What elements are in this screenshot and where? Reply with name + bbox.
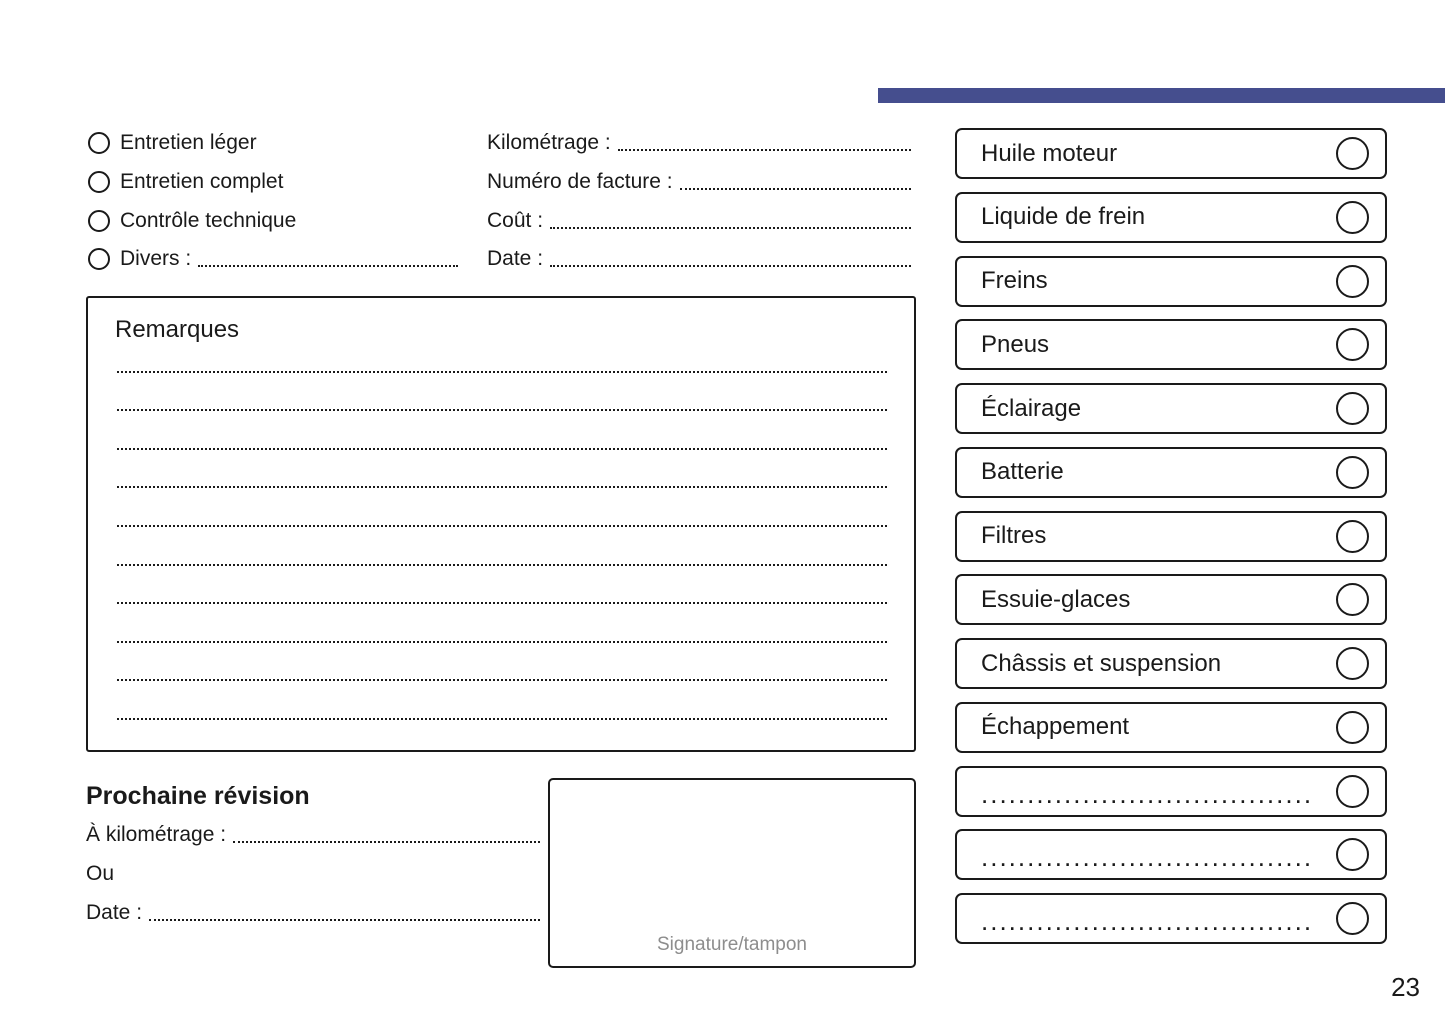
radio-icon[interactable] bbox=[88, 210, 110, 232]
signature-label: Signature/tampon bbox=[657, 934, 807, 955]
kilometrage-fill-line[interactable] bbox=[618, 149, 911, 151]
checklist-item-label: Freins bbox=[981, 267, 1048, 294]
field-kilometrage bbox=[487, 124, 911, 163]
remarks-line[interactable] bbox=[117, 450, 887, 489]
remarks-line[interactable] bbox=[117, 373, 887, 412]
check-circle-icon[interactable] bbox=[1336, 902, 1369, 935]
check-circle-icon[interactable] bbox=[1336, 711, 1369, 744]
checklist-item-blank-label[interactable]: .................................... bbox=[981, 842, 1314, 873]
numero-facture-fill-line[interactable] bbox=[680, 188, 911, 190]
field-label: Coût : bbox=[487, 208, 544, 232]
checklist-item-chassis-et-suspension bbox=[955, 638, 1387, 689]
checklist-item-pneus bbox=[955, 319, 1387, 370]
next-service-section bbox=[86, 776, 540, 932]
checklist-item-huile-moteur bbox=[955, 128, 1387, 179]
radio-icon[interactable] bbox=[88, 248, 110, 270]
check-circle-icon[interactable] bbox=[1336, 201, 1369, 234]
date-fill-line[interactable] bbox=[550, 265, 911, 267]
checklist-item-filtres bbox=[955, 511, 1387, 562]
cout-fill-line[interactable] bbox=[550, 227, 911, 229]
checklist-item-label: Châssis et suspension bbox=[981, 649, 1222, 677]
check-circle-icon[interactable] bbox=[1336, 265, 1369, 298]
radio-icon[interactable] bbox=[88, 132, 110, 154]
service-option-label: Contrôle technique bbox=[120, 208, 297, 232]
checklist-item-label: Essuie-glaces bbox=[981, 585, 1131, 613]
service-option-label: Entretien léger bbox=[120, 131, 257, 155]
checklist-item-liquide-de-frein bbox=[955, 192, 1387, 243]
checklist-item-echappement bbox=[955, 702, 1387, 753]
remarks-line[interactable] bbox=[117, 604, 887, 643]
remarks-title: Remarques bbox=[115, 316, 240, 343]
accent-bar bbox=[878, 88, 1445, 103]
service-option-controle-technique bbox=[88, 201, 458, 240]
service-type-options bbox=[88, 124, 458, 279]
field-label: Date : bbox=[487, 247, 544, 271]
check-circle-icon[interactable] bbox=[1336, 456, 1369, 489]
remarks-line[interactable] bbox=[117, 681, 887, 720]
remarks-line[interactable] bbox=[117, 566, 887, 605]
checklist-item-blank-label[interactable]: .................................... bbox=[981, 906, 1314, 936]
field-label: Numéro de facture : bbox=[487, 170, 673, 194]
check-circle-icon[interactable] bbox=[1336, 137, 1369, 170]
next-service-date-row bbox=[86, 893, 540, 932]
remarks-line[interactable] bbox=[117, 643, 887, 682]
inspection-checklist bbox=[955, 128, 1387, 957]
service-option-entretien-leger bbox=[88, 124, 458, 163]
remarks-box bbox=[86, 296, 916, 752]
checklist-item-label: Filtres bbox=[981, 522, 1047, 549]
check-circle-icon[interactable] bbox=[1336, 583, 1369, 616]
remarks-line[interactable] bbox=[117, 488, 887, 527]
checklist-item-essuie-glaces bbox=[955, 574, 1387, 625]
field-numero-facture bbox=[487, 163, 911, 202]
remarks-line[interactable] bbox=[117, 334, 887, 373]
remarks-lines bbox=[117, 334, 887, 720]
next-service-or-row bbox=[86, 855, 540, 894]
checklist-item-freins bbox=[955, 256, 1387, 307]
checklist-item-blank-3 bbox=[955, 893, 1387, 944]
remarks-line[interactable] bbox=[117, 411, 887, 450]
divers-fill-line[interactable] bbox=[198, 265, 458, 267]
service-option-label: Entretien complet bbox=[120, 170, 284, 194]
checklist-item-label: Éclairage bbox=[981, 394, 1082, 422]
field-label: Kilométrage : bbox=[487, 131, 611, 155]
check-circle-icon[interactable] bbox=[1336, 392, 1369, 425]
checklist-item-label: Batterie bbox=[981, 458, 1064, 486]
next-service-km-label: À kilométrage : bbox=[86, 823, 227, 847]
service-option-label: Divers : bbox=[120, 247, 192, 271]
checklist-item-label: Liquide de frein bbox=[981, 203, 1146, 231]
next-service-date-fill-line[interactable] bbox=[149, 919, 540, 921]
check-circle-icon[interactable] bbox=[1336, 328, 1369, 361]
next-service-or-label: Ou bbox=[86, 862, 115, 886]
field-cout bbox=[487, 201, 911, 240]
check-circle-icon[interactable] bbox=[1336, 838, 1369, 871]
checklist-item-label: Échappement bbox=[981, 713, 1130, 741]
check-circle-icon[interactable] bbox=[1336, 520, 1369, 553]
next-service-km-fill-line[interactable] bbox=[233, 841, 540, 843]
check-circle-icon[interactable] bbox=[1336, 775, 1369, 808]
next-service-date-label: Date : bbox=[86, 900, 143, 924]
checklist-item-label: Huile moteur bbox=[981, 139, 1118, 167]
checklist-item-blank-2 bbox=[955, 829, 1387, 880]
page-number: 23 bbox=[1391, 972, 1420, 1002]
checklist-item-label: Pneus bbox=[981, 330, 1050, 358]
invoice-info-fields bbox=[487, 124, 911, 279]
checklist-item-batterie bbox=[955, 447, 1387, 498]
next-service-km-row bbox=[86, 816, 540, 855]
checklist-item-blank-1 bbox=[955, 766, 1387, 817]
remarks-line[interactable] bbox=[117, 527, 887, 566]
next-service-title: Prochaine révision bbox=[86, 781, 310, 810]
checklist-item-eclairage bbox=[955, 383, 1387, 434]
service-option-divers bbox=[88, 240, 458, 279]
checklist-item-blank-label[interactable]: .................................... bbox=[981, 778, 1314, 809]
field-date bbox=[487, 240, 911, 279]
signature-box[interactable] bbox=[548, 778, 916, 968]
service-option-entretien-complet bbox=[88, 163, 458, 202]
check-circle-icon[interactable] bbox=[1336, 647, 1369, 680]
radio-icon[interactable] bbox=[88, 171, 110, 193]
